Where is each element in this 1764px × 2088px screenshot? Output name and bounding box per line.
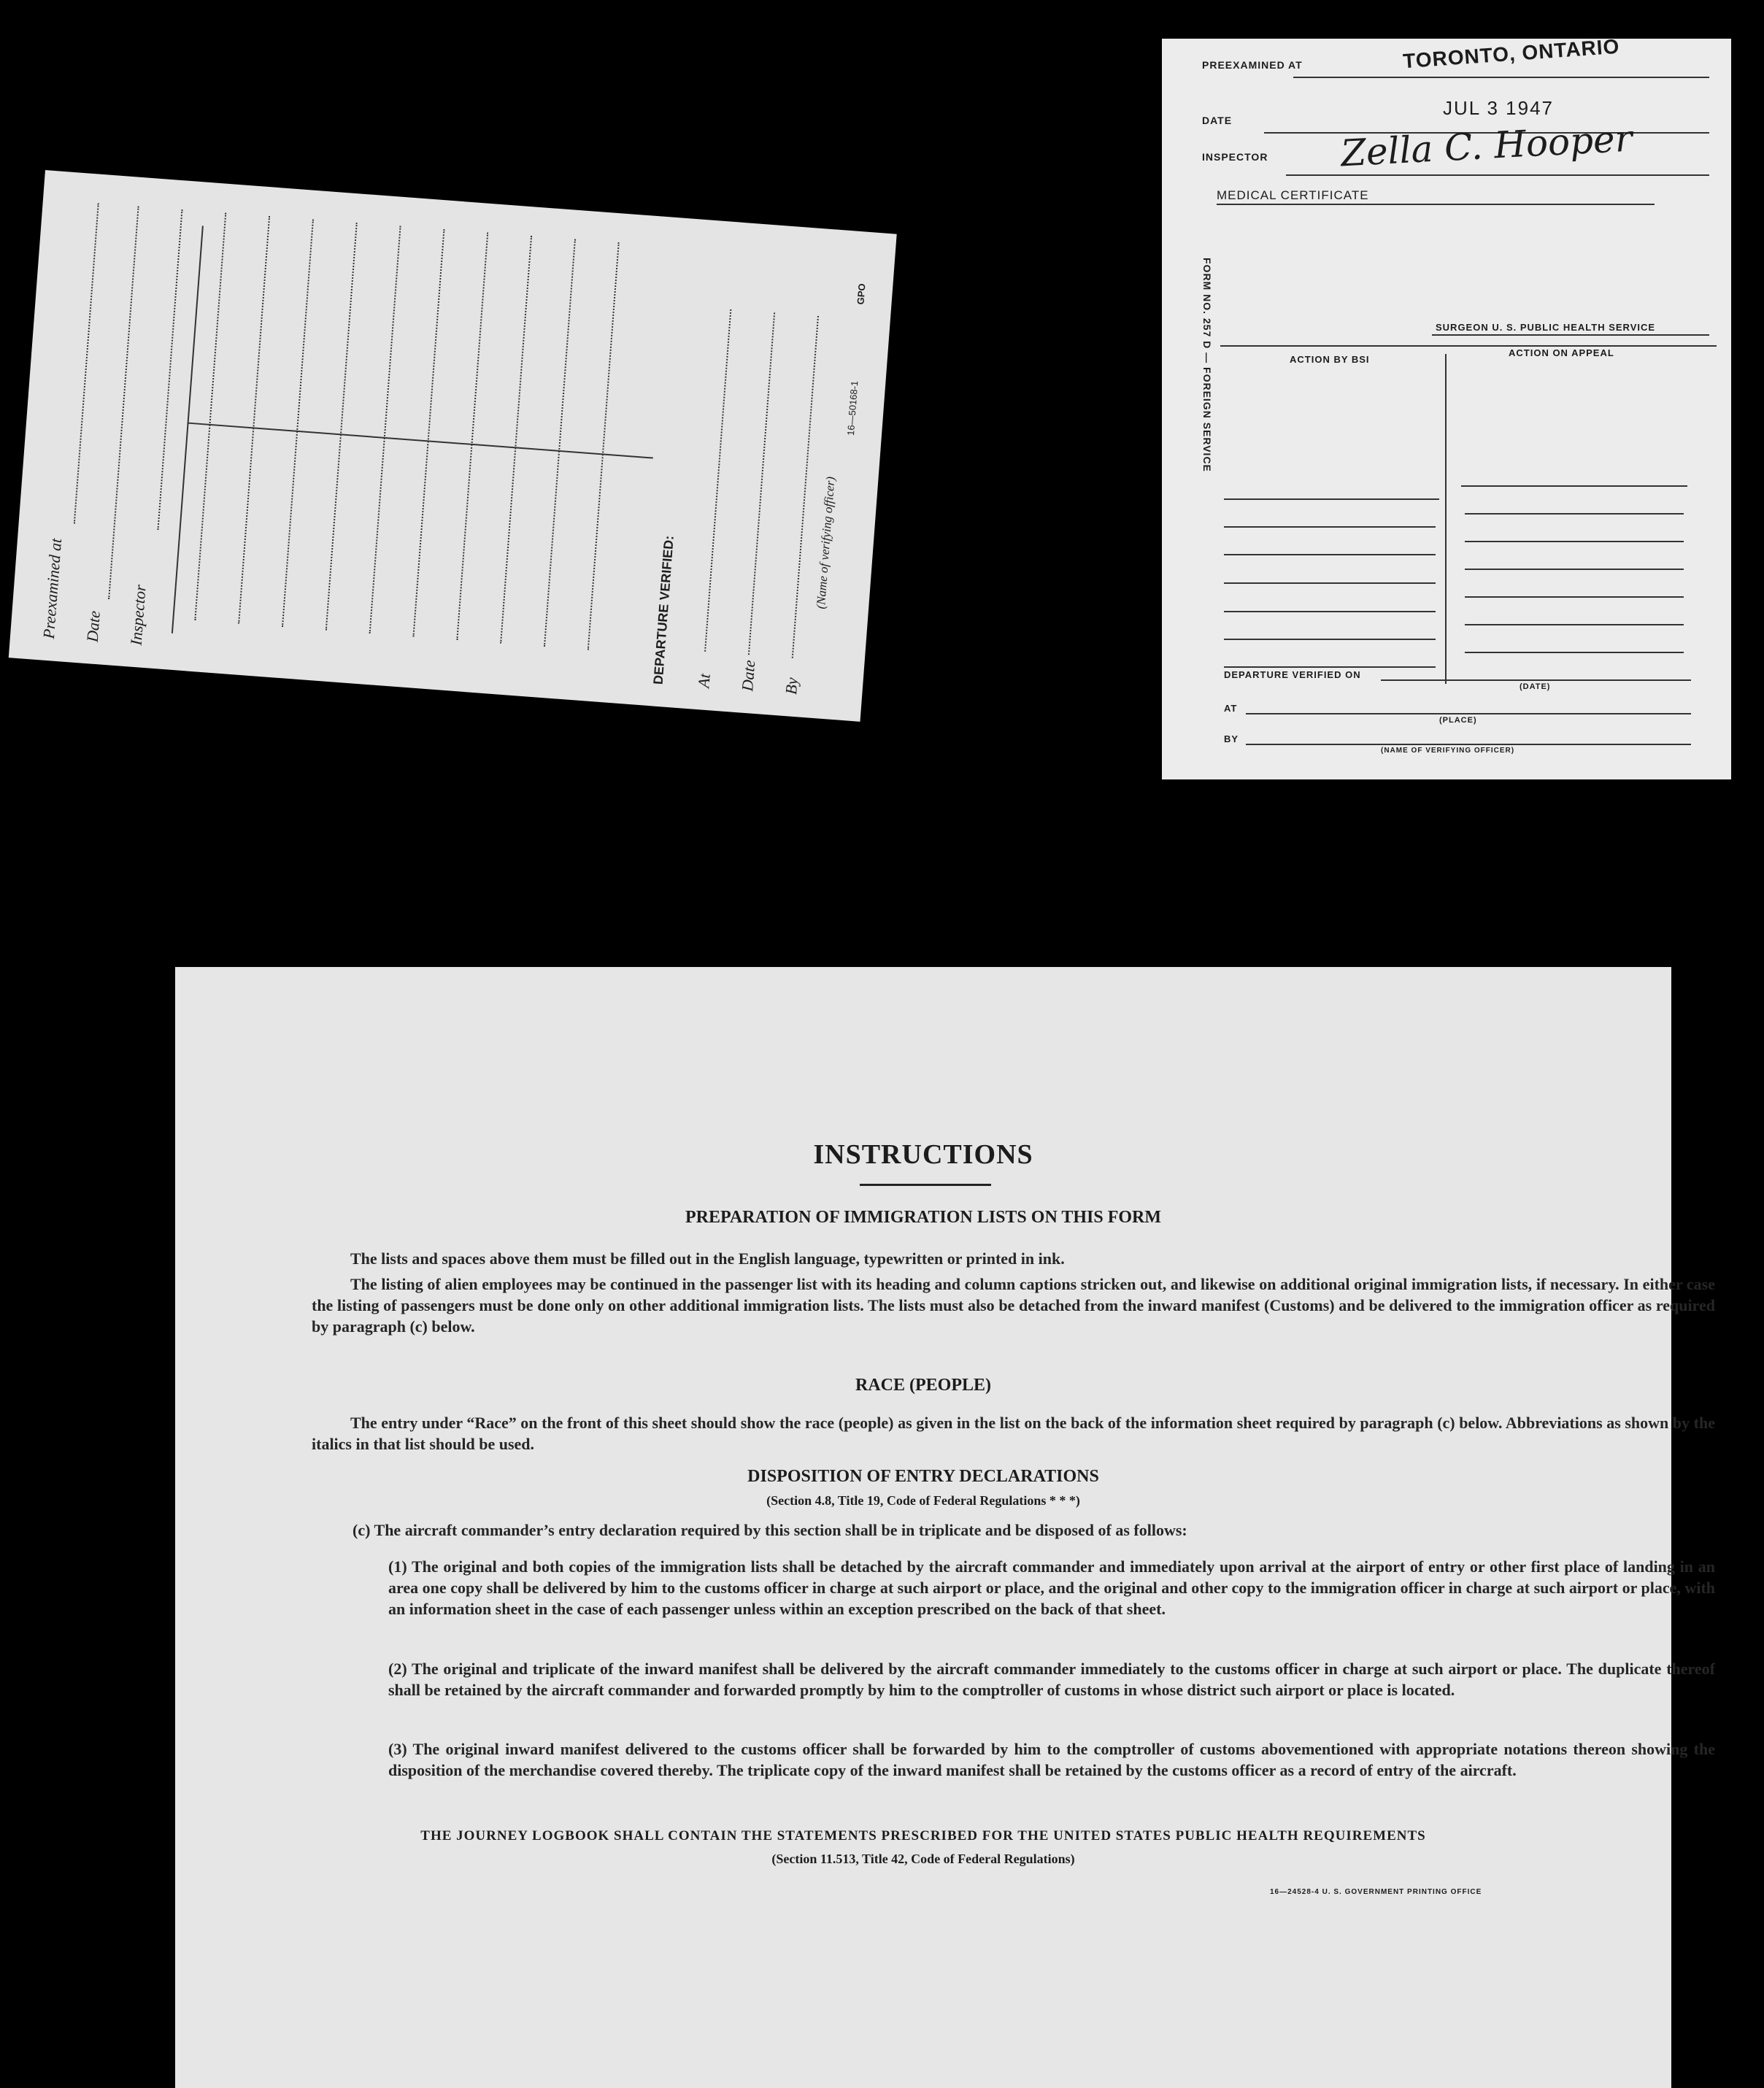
bsi-line <box>1224 611 1436 612</box>
inspector-label: INSPECTOR <box>1202 151 1268 163</box>
appeal-line <box>1461 485 1687 487</box>
appeal-line <box>1465 652 1684 653</box>
action-header-rule <box>1220 345 1717 347</box>
verifying-officer-caption: (Name of verifying officer) <box>813 476 838 610</box>
by-label: BY <box>1224 733 1239 744</box>
fill-line <box>588 242 620 650</box>
departure-line <box>1381 679 1691 681</box>
form-number: FORM NO. 257 D — FOREIGN SERVICE <box>1201 258 1213 472</box>
appeal-line <box>1465 513 1684 515</box>
paragraph-item-1: (1) The original and both copies of the immigration lists shall be detached by the aircraft commander and immediately upon arrival at the airport of entry or other first place of landing in an area one copy shall be delivered by him to the customs officer in charge at such airport or place, and the original and other copy to the immigration officer in charge at such airport or place, with an information sheet in the case of each passenger unless within an exception prescribed on the back of that sheet. <box>388 1557 1715 1618</box>
at-label: At <box>694 673 714 689</box>
footer-citation: (Section 11.513, Title 42, Code of Federal Regulations) <box>771 1852 1075 1866</box>
bsi-line <box>1224 526 1436 528</box>
inspector-label: Inspector <box>126 584 150 647</box>
preexamined-at-label: PREEXAMINED AT <box>1202 59 1303 71</box>
instructions-sheet <box>175 967 1715 2088</box>
gpo-mark: GPO <box>855 282 868 305</box>
preexamination-card <box>1162 34 1731 779</box>
paragraph-race: The entry under “Race” on the front of this sheet should show the race (people) as given in the list on the back of the information sheet required by paragraph (c) below. Abbreviations as shown by the italics in that list should be used. <box>312 1414 1715 1453</box>
by-line <box>1246 744 1691 745</box>
departure-card-left <box>9 170 897 722</box>
heading-race: RACE (PEOPLE) <box>855 1376 991 1395</box>
place-caption: (PLACE) <box>1439 716 1477 725</box>
paragraph-c: (c) The aircraft commander’s entry declaration required by this section shall be in triplicate and be disposed of as follows: <box>353 1521 1187 1539</box>
divider-rule <box>187 423 652 459</box>
stamp-place: TORONTO, ONTARIO <box>1402 34 1621 73</box>
preexamined-label: Preexamined at <box>39 537 66 640</box>
bsi-line <box>1224 498 1439 500</box>
by-label: By <box>782 677 801 696</box>
fill-line <box>74 204 99 524</box>
fill-line <box>544 239 576 647</box>
heading-disposition: DISPOSITION OF ENTRY DECLARATIONS <box>747 1467 1099 1486</box>
appeal-line <box>1465 569 1684 570</box>
action-bsi-label: ACTION BY BSI <box>1290 354 1370 365</box>
stamp-date: JUL 3 1947 <box>1443 97 1555 119</box>
fill-line <box>238 216 270 624</box>
fill-line <box>704 309 731 652</box>
inspector-signature: Zella C. Hooper <box>1339 117 1633 175</box>
date-caption: (DATE) <box>1520 682 1551 691</box>
bsi-line <box>1224 639 1436 640</box>
fill-line <box>157 209 182 530</box>
heading-preparation: PREPARATION OF IMMIGRATION LISTS ON THIS FORM <box>685 1208 1162 1227</box>
printer-imprint: 16—24528-4 U. S. GOVERNMENT PRINTING OFFICE <box>1270 1888 1482 1896</box>
appeal-line <box>1465 541 1684 542</box>
paragraph-english: The lists and spaces above them must be filled out in the English language, typewritten or printed in ink. <box>350 1249 1065 1268</box>
fill-line <box>456 233 488 641</box>
fill-line <box>282 220 314 628</box>
date-label-2: Date <box>738 659 759 693</box>
fill-line <box>412 229 444 637</box>
paragraph-alien-employees: The listing of alien employees may be continued in the passenger list with its heading and column captions stricken out, and likewise on additional original immigration lists, if necessary. In either case the listing of passengers must be done only on other additional immigration lists. The lists must also be detached from the inward manifest (Customs) and be delivered to the immigration officer as required by paragraph (c) below. <box>312 1275 1715 1336</box>
medical-certificate-label: MEDICAL CERTIFICATE <box>1217 188 1369 202</box>
title-rule <box>860 1184 991 1186</box>
appeal-line <box>1465 624 1684 625</box>
paragraph-item-2: (2) The original and triplicate of the inward manifest shall be delivered by the aircraft commander immediately to the customs officer in charge at such airport or place. The duplicate thereof shall be retained by the aircraft commander and forwarded promptly by him to the comptroller of customs in whose district such airport or place is located. <box>388 1660 1715 1699</box>
action-appeal-label: ACTION ON APPEAL <box>1509 347 1614 358</box>
departure-verified-label: DEPARTURE VERIFIED: <box>650 535 677 685</box>
fill-line <box>500 236 532 644</box>
fill-line <box>108 207 139 600</box>
appeal-line <box>1465 596 1684 598</box>
surgeon-label: SURGEON U. S. PUBLIC HEALTH SERVICE <box>1436 322 1656 333</box>
bsi-line <box>1224 582 1436 584</box>
date-label: Date <box>82 610 104 643</box>
at-label: AT <box>1224 703 1238 714</box>
surgeon-line <box>1432 334 1709 336</box>
paragraph-item-3: (3) The original inward manifest delivered to the customs officer shall be forwarded by him to the comptroller of customs abovementioned with appropriate notations thereon showing the disposition of the merchandise covered thereby. The triplicate copy of the inward manifest shall be retained by the customs officer as a record of entry of the aircraft. <box>388 1740 1715 1779</box>
officer-caption: (NAME OF VERIFYING OFFICER) <box>1381 747 1515 755</box>
preexamined-line <box>1293 77 1709 78</box>
disposition-citation: (Section 4.8, Title 19, Code of Federal Regulations * * *) <box>766 1493 1080 1508</box>
at-line <box>1246 713 1691 714</box>
bsi-line <box>1224 554 1436 555</box>
form-code: 16—50168-1 <box>844 380 860 436</box>
date-label: DATE <box>1202 115 1233 126</box>
fill-line <box>326 223 358 631</box>
departure-verified-label: DEPARTURE VERIFIED ON <box>1224 669 1361 680</box>
inspector-line <box>1286 174 1709 176</box>
bsi-line <box>1224 666 1436 668</box>
footer-logbook: THE JOURNEY LOGBOOK SHALL CONTAIN THE STATEMENTS PRESCRIBED FOR THE UNITED STATES PUBLIC HEALTH REQUIREMENTS <box>420 1828 1426 1844</box>
fill-line <box>369 226 401 634</box>
medical-line <box>1217 204 1655 205</box>
action-divider <box>1445 354 1447 684</box>
instructions-title: INSTRUCTIONS <box>813 1139 1033 1170</box>
fill-line <box>748 312 775 655</box>
